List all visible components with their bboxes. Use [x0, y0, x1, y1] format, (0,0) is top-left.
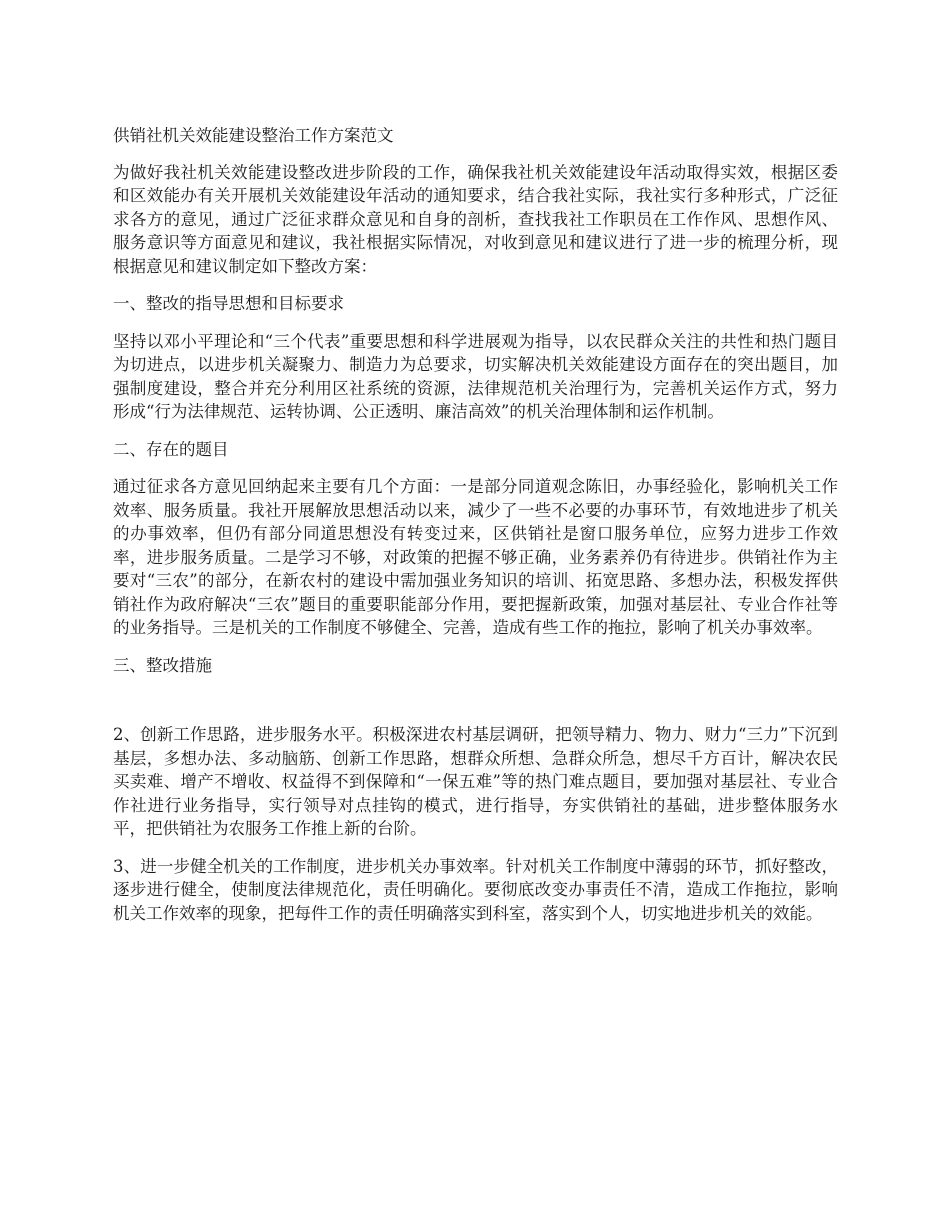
document-title: 供销社机关效能建设整治工作方案范文 — [113, 126, 394, 145]
measure-item-3: 3、进一步健全机关的工作制度，进步机关办事效率。针对机关工作制度中薄弱的环节，抓好整改，逐步进行健全，使制度法律规范化，责任明确化。要彻底改变办事责任不清，造成工作拖拉，影响机关工作效率的现象，把每件工作的责任明确落实到科室，落实到个人，切实地进步机关的效能。 — [113, 856, 838, 923]
section-body-existing-problems: 通过征求各方意见回纳起来主要有几个方面：一是部分同道观念陈旧，办事经验化，影响机关工作效率、服务质量。我社开展解放思想活动以来，减少了一些不必要的办事环节，有效地进步了机关的办事效率，但仍有部分同道思想没有转变过来，区供销社是窗口服务单位，应努力进步工作效率，进步服务质量。二是学习不够，对政策的把握不够正确，业务素养仍有待进步。供销社作为主要对“三农”的部分，在新农村的建设中需加强业务知识的培训、拓宽思路、多想办法，积极发挥供销社作为政府解决“三农”题目的重要职能部分作用，要把握新政策，加强对基层社、专业合作社等的业务指导。三是机关的工作制度不够健全、完善，造成有些工作的拖拉，影响了机关办事效率。 — [113, 477, 838, 637]
intro-paragraph: 为做好我社机关效能建设整改进步阶段的工作，确保我社机关效能建设年活动取得实效，根据区委和区效能办有关开展机关效能建设年活动的通知要求，结合我社实际，我社实行多种形式，广泛征求各方的意见，通过广泛征求群众意见和自身的剖析，查找我社工作职员在工作作风、思想作风、服务意识等方面意见和建议，我社根据实际情况，对收到意见和建议进行了进一步的梳理分析，现根据意见和建议制定如下整改方案： — [113, 162, 838, 276]
section-heading-existing-problems: 二、存在的题目 — [113, 439, 229, 459]
section-body-guiding-principles: 坚持以邓小平理论和“三个代表”重要思想和科学进展观为指导，以农民群众关注的共性和热门题目为切进点，以进步机关凝聚力、制造力为总要求，切实解决机关效能建设方面存在的突出题目，加强制度建设，整合并充分利用区社系统的资源，法律规范机关治理行为，完善机关运作方式，努力形成“行为法律规范、运转协调、公正透明、廉洁高效”的机关治理体制和运作机制。 — [113, 331, 838, 421]
blank-gap — [113, 691, 838, 723]
measure-item-2: 2、创新工作思路，进步服务水平。积极深进农村基层调研，把领导精力、物力、财力“三力”下沉到基层，多想办法、多动脑筋、创新工作思路，想群众所想、急群众所急，想尽千方百计，解决农民买卖难、增产不增收、权益得不到保障和“一保五难”等的热门难点题目，要加强对基层社、专业合作社进行业务指导，实行领导对点挂钩的模式，进行指导，夯实供销社的基础，进步整体服务水平，把供销社为农服务工作推上新的台阶。 — [113, 725, 838, 838]
section-heading-rectification-measures: 三、整改措施 — [113, 655, 212, 675]
section-heading-guiding-principles: 一、整改的指导思想和目标要求 — [113, 294, 344, 313]
